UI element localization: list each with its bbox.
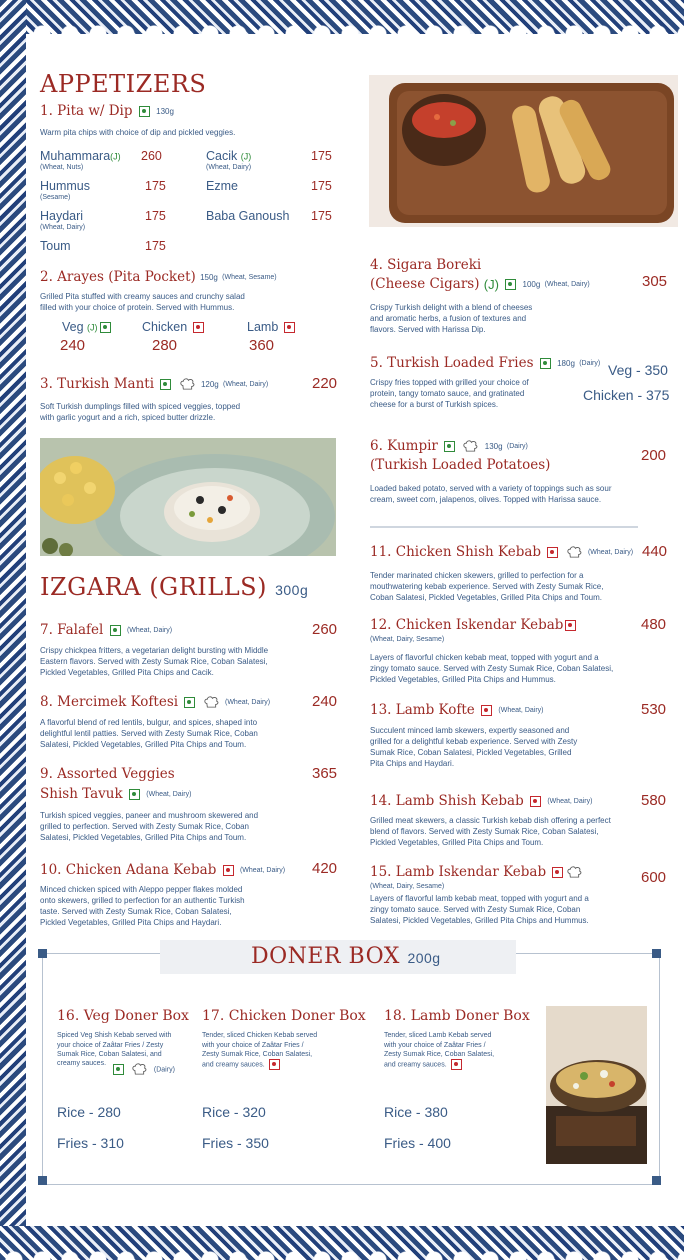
chef-hat-icon: [567, 866, 582, 879]
item-allergen-note: (Wheat, Dairy, Sesame): [370, 883, 445, 890]
item-title-text: 10. Chicken Adana Kebab: [40, 862, 217, 878]
item-price: 200: [641, 447, 667, 464]
frame-corner: [38, 1176, 47, 1185]
item-desc-line: taste. Served with Zesty Sumak Rice, Coban Salatesi,: [40, 907, 232, 916]
item-lamb-doner-title: 18. Lamb Doner Box: [384, 1008, 530, 1024]
frame-corner: [652, 1176, 661, 1185]
item-title-text: 1. Pita w/ Dip: [40, 103, 133, 119]
frame-corner: [38, 949, 47, 958]
item-desc-line: Salatesi, Pickled Vegetables, Grilled Pita Chips and Toum.: [40, 740, 247, 749]
item-lamb-shish-title: [370, 793, 592, 809]
item-allergen-note: (Wheat, Dairy): [223, 381, 269, 388]
option-price: 260: [141, 149, 162, 163]
item-allergen-note: (Wheat, Dairy): [587, 549, 634, 556]
item-desc-line: Zesty Sumak Rice, Coban Salatesi,: [202, 1051, 313, 1058]
item-fries-desc-line: Crispy fries topped with grilled your choice of: [370, 378, 529, 387]
item-pita-desc: Warm pita chips with choice of dip and pickled veggies.: [40, 128, 236, 137]
item-desc-line: and creamy sauces.: [202, 1059, 282, 1070]
item-kumpir-subtitle: (Turkish Loaded Potatoes): [370, 457, 551, 473]
item-price: 240: [312, 693, 338, 710]
price-rice: Rice - 320: [202, 1104, 266, 1120]
option-name: Cacik (J): [206, 149, 252, 163]
option-allergen-note: (Wheat, Dairy): [40, 224, 86, 231]
veg-mark-icon: [129, 789, 140, 800]
item-desc-line: Crispy chickpea fritters, a vegetarian delight bursting with Middle: [40, 646, 269, 655]
item-desc-line: grilled for a delightful kebab experience. Served with Zesty: [370, 737, 578, 746]
item-kumpir-desc-line: Loaded baked potato, served with a variety of toppings such as sour: [370, 484, 612, 493]
item-veg-doner-title: 16. Veg Doner Box: [57, 1008, 189, 1024]
item-desc-line: mouthwatering kebab experience. Served with Zesty Sumak Rice,: [370, 582, 604, 591]
item-price: 420: [312, 860, 338, 877]
item-weight: 130g: [484, 442, 503, 451]
nonveg-mark-icon: [547, 547, 558, 558]
option-name: Toum: [40, 239, 71, 253]
item-desc-line: Coban Salatesi, Pickled Vegetables, Grilled Pita Chips and Toum.: [370, 593, 602, 602]
item-allergen-note: (Wheat, Sesame): [222, 274, 277, 281]
item-weight: 180g: [557, 359, 575, 368]
nonveg-mark-icon: [451, 1059, 462, 1070]
item-desc-line: Tender, sliced Lamb Kebab served: [384, 1032, 492, 1039]
item-desc-line: delightful lentil patties. Served with Zesty Sumak Rice, Coban: [40, 729, 258, 738]
item-marks: [111, 1061, 175, 1079]
veg-mark-icon: [540, 358, 551, 369]
grills-heading: [40, 573, 308, 601]
price-rice: Rice - 380: [384, 1104, 448, 1120]
boreki-photo: [369, 75, 678, 227]
item-title-text: 5. Turkish Loaded Fries: [370, 355, 534, 371]
option-price: 360: [249, 337, 275, 354]
item-title-text: Shish Tavuk: [40, 786, 123, 802]
item-boreki-desc-line: Crispy Turkish delight with a blend of cheeses: [370, 303, 533, 312]
nonveg-mark-icon: [284, 322, 295, 333]
item-desc-line: Zesty Sumak Rice, Coban Salatesi,: [384, 1051, 495, 1058]
item-arayes-title: [40, 269, 277, 285]
item-desc-line: zingy tomato sauce. Served with Zesty Sumak Rice, Coban: [370, 905, 581, 914]
item-price: 365: [312, 765, 338, 782]
decorative-border-left: [0, 0, 26, 1260]
item-desc-line: Pickled Vegetables, Grilled Pita Chips and Haydari.: [40, 918, 222, 927]
item-chicken-shish-title: [370, 544, 633, 560]
item-desc-line: zingy tomato sauce. Served with Zesty Sumak Rice, Coban Salatesi,: [370, 664, 614, 673]
item-desc-line: Pickled Vegetables, Grilled Pita Chips and Hummus.: [370, 675, 556, 684]
price-fries: Fries - 350: [202, 1135, 269, 1151]
chef-hat-icon: [463, 440, 478, 453]
item-title-text: 6. Kumpir: [370, 438, 438, 454]
item-arayes-desc-line: Grilled Pita stuffed with creamy sauces and crunchy salad: [40, 292, 245, 301]
nonveg-mark-icon: [193, 322, 204, 333]
item-allergen-note: (Dairy): [579, 360, 601, 367]
nonveg-mark-icon: [269, 1059, 280, 1070]
chef-hat-icon: [204, 696, 219, 709]
nonveg-mark-icon: [552, 867, 563, 878]
item-fries-title: [370, 355, 600, 371]
frame-corner: [652, 949, 661, 958]
veg-mark-icon: [444, 441, 455, 452]
decorative-border-bottom: [0, 1226, 684, 1260]
option-name: Hummus: [40, 179, 91, 193]
item-fries-desc-line: cheese for a burst of Turkish spices.: [370, 400, 499, 409]
item-desc-line: and creamy sauces.: [384, 1059, 464, 1070]
item-price: 260: [312, 621, 338, 638]
option-allergen-note: (Wheat, Nuts): [40, 164, 84, 171]
nonveg-mark-icon: [223, 865, 234, 876]
option-name: Baba Ganoush: [206, 209, 290, 223]
nonveg-mark-icon: [565, 620, 576, 631]
item-lamb-iskendar-title: [370, 864, 584, 880]
jain-label: (J): [110, 151, 121, 162]
item-chicken-iskendar-title: [370, 617, 578, 633]
item-desc-line: grilled to perfection. Served with Zesty Sumak Rice, Coban: [40, 822, 249, 831]
item-price: 580: [641, 792, 667, 809]
item-mercimek-title: [40, 694, 270, 710]
item-desc-line: Tender, sliced Chicken Kebab served: [202, 1032, 318, 1039]
nonveg-mark-icon: [530, 796, 541, 807]
item-boreki-subtitle: [370, 276, 590, 292]
item-veggies-title: 9. Assorted Veggies: [40, 766, 175, 782]
item-allergen-note: (Wheat, Dairy, Sesame): [370, 636, 445, 643]
item-manti-title: [40, 376, 268, 392]
option-name: Chicken: [142, 320, 206, 334]
nonveg-mark-icon: [481, 705, 492, 716]
item-price: 440: [642, 543, 668, 560]
item-desc-line: Minced chicken spiced with Aleppo pepper flakes molded: [40, 885, 243, 894]
item-title-text: 12. Chicken Iskendar Kebab: [370, 617, 564, 633]
veg-mark-icon: [160, 379, 171, 390]
price-fries: Fries - 400: [384, 1135, 451, 1151]
item-weight: 130g: [156, 107, 174, 116]
item-desc-line: Salatesi, Pickled Vegetables, Grilled Pita Chips and Hummus.: [370, 916, 589, 925]
doner-title-text: DONER BOX: [251, 944, 400, 969]
item-desc-line: Turkish spiced veggies, paneer and mushroom skewered and: [40, 811, 259, 820]
doner-heading: [251, 944, 441, 969]
veg-mark-icon: [505, 279, 516, 290]
item-title-text: 7. Falafel: [40, 622, 104, 638]
item-fries-desc-line: protein, tangy tomato sauce, and gratinated: [370, 389, 525, 398]
veg-mark-icon: [184, 697, 195, 708]
item-allergen-note: (Wheat, Dairy): [146, 791, 192, 798]
doner-weight: 200g: [407, 950, 441, 966]
item-desc-line: A flavorful blend of red lentils, bulgur, and spices, shaped into: [40, 718, 258, 727]
item-allergen-note: (Wheat, Dairy): [126, 627, 173, 634]
option-name: Haydari: [40, 209, 84, 223]
item-allergen-note: (Wheat, Dairy): [239, 867, 286, 874]
item-manti-desc-line: with garlic yogurt and a rich, spiced butter drizzle.: [40, 413, 216, 422]
item-veggies-subtitle: [40, 786, 191, 802]
item-weight: 150g: [200, 273, 218, 282]
appetizers-heading: APPETIZERS: [40, 70, 207, 98]
item-price: 600: [641, 869, 667, 886]
item-price-chicken: Chicken - 375: [583, 387, 670, 403]
option-name: Muhammara(J): [40, 149, 121, 163]
item-title-text: 13. Lamb Kofte: [370, 702, 475, 718]
chef-hat-icon: [180, 378, 195, 391]
item-chicken-doner-title: 17. Chicken Doner Box: [202, 1008, 366, 1024]
item-boreki-title: 4. Sigara Boreki: [370, 257, 482, 273]
item-allergen-note: (Wheat, Dairy): [498, 707, 544, 714]
item-desc-line: Eastern flavors. Served with Zesty Sumak Rice, Coban Salatesi,: [40, 657, 268, 666]
item-allergen-note: (Wheat, Dairy): [224, 699, 271, 706]
item-title-text: 14. Lamb Shish Kebab: [370, 793, 524, 809]
item-title-text: (Cheese Cigars): [370, 276, 480, 292]
veg-mark-icon: [139, 106, 150, 117]
item-desc-line: Sumak Rice, Coban Salatesi, and: [57, 1051, 162, 1058]
item-desc-line: Layers of flavorful chicken kebab meat, topped with yogurt and a: [370, 653, 599, 662]
item-allergen-note: (Wheat, Dairy): [547, 798, 593, 805]
veg-mark-icon: [113, 1064, 124, 1075]
item-adana-title: [40, 862, 285, 878]
item-desc-line: with your choice of Zaâtar Fries /: [384, 1042, 486, 1049]
chef-hat-icon: [132, 1063, 147, 1076]
price-rice: Rice - 280: [57, 1104, 121, 1120]
veg-mark-icon: [110, 625, 121, 636]
item-desc-line: Tender marinated chicken skewers, grilled to perfection for a: [370, 571, 584, 580]
chef-hat-icon: [567, 546, 582, 559]
item-desc-line: Pickled Vegetables, Grilled Pita Chips and Cacik.: [40, 668, 214, 677]
item-desc-line: creamy sauces.: [57, 1060, 107, 1067]
item-title-text: 8. Mercimek Koftesi: [40, 694, 179, 710]
item-desc-line: Grilled meat skewers, a classic Turkish kebab dish offering a perfect: [370, 816, 611, 825]
option-price: 175: [311, 149, 332, 163]
item-desc-line: your choice of Zaâtar Fries / Zesty: [57, 1042, 164, 1049]
grills-weight: 300g: [275, 582, 309, 598]
grills-title-text: IZGARA (GRILLS): [40, 573, 267, 601]
item-title-text: 15. Lamb Iskendar Kebab: [370, 864, 547, 880]
item-desc-line: with your choice of Zaâtar Fries /: [202, 1042, 304, 1049]
item-falafel-title: [40, 622, 172, 638]
item-boreki-desc-line: flavors. Served with Harissa Dip.: [370, 325, 486, 334]
item-kumpir-desc-line: cream, sweet corn, jalapenos, olives. Topped with Harissa sauce.: [370, 495, 602, 504]
item-title-text: 3. Turkish Manti: [40, 376, 155, 392]
item-desc-line: blend of flavors. Served with Zesty Sumak Rice, Coban Salatesi,: [370, 827, 599, 836]
option-price: 280: [152, 337, 178, 354]
item-allergen-note: (Dairy): [153, 1066, 175, 1074]
item-allergen-note: (Dairy): [506, 443, 528, 450]
item-desc-line: Spiced Veg Shish Kebab served with: [57, 1032, 172, 1039]
item-pita-title: [40, 103, 174, 119]
item-desc-line: Pickled Vegetables, Grilled Pita Chips and Toum.: [370, 838, 544, 847]
decorative-border-top: [0, 0, 684, 34]
item-lamb-kofte-title: [370, 702, 544, 718]
option-name: Ezme: [206, 179, 238, 193]
item-desc-line: Salatesi, Pickled Vegetables, Grilled Pita Chips and Toum.: [40, 833, 247, 842]
option-name: Lamb: [247, 320, 297, 334]
item-weight: 120g: [200, 380, 219, 389]
jain-label: (J): [87, 322, 98, 333]
item-price: 480: [641, 616, 667, 633]
option-name: Veg (J): [62, 320, 113, 334]
price-fries: Fries - 310: [57, 1135, 124, 1151]
item-desc-line: Layers of flavorful lamb kebab meat, topped with yogurt and a: [370, 894, 589, 903]
veg-mark-icon: [100, 322, 111, 333]
item-allergen-note: (Wheat, Dairy): [544, 281, 590, 288]
option-price: 175: [311, 209, 332, 223]
option-allergen-note: (Wheat, Dairy): [206, 164, 252, 171]
item-price: 530: [641, 701, 667, 718]
item-price-veg: Veg - 350: [608, 362, 668, 378]
item-desc-line: Sumak Rice, Coban Salatesi, Pickled Vegetables, Grilled: [370, 748, 572, 757]
item-price: 220: [312, 375, 338, 392]
option-allergen-note: (Sesame): [40, 194, 71, 201]
option-price: 175: [145, 239, 166, 253]
item-title-text: 11. Chicken Shish Kebab: [370, 544, 542, 560]
item-desc-line: Succulent minced lamb skewers, expertly seasoned and: [370, 726, 570, 735]
item-desc-line: onto skewers, grilled to perfection for an authentic Turkish: [40, 896, 245, 905]
option-price: 175: [311, 179, 332, 193]
option-price: 240: [60, 337, 86, 354]
option-price: 175: [145, 179, 166, 193]
kumpir-photo: [40, 438, 336, 556]
item-kumpir-title: [370, 438, 528, 454]
jain-label: (J): [240, 151, 252, 162]
jain-label: (J): [483, 277, 499, 292]
item-arayes-desc-line: filled with your choice of protein. Served with Hummus.: [40, 303, 235, 312]
doner-photo: [546, 1006, 647, 1164]
option-price: 175: [145, 209, 166, 223]
item-title-text: 2. Arayes (Pita Pocket): [40, 269, 196, 285]
item-price: 305: [642, 273, 668, 290]
item-boreki-desc-line: and aromatic herbs, a fusion of textures and: [370, 314, 527, 323]
item-desc-line: Pita Chips and Haydari.: [370, 759, 455, 768]
section-divider: [370, 526, 638, 528]
item-manti-desc-line: Soft Turkish dumplings filled with spiced veggies, topped: [40, 402, 241, 411]
item-weight: 100g: [522, 280, 541, 289]
